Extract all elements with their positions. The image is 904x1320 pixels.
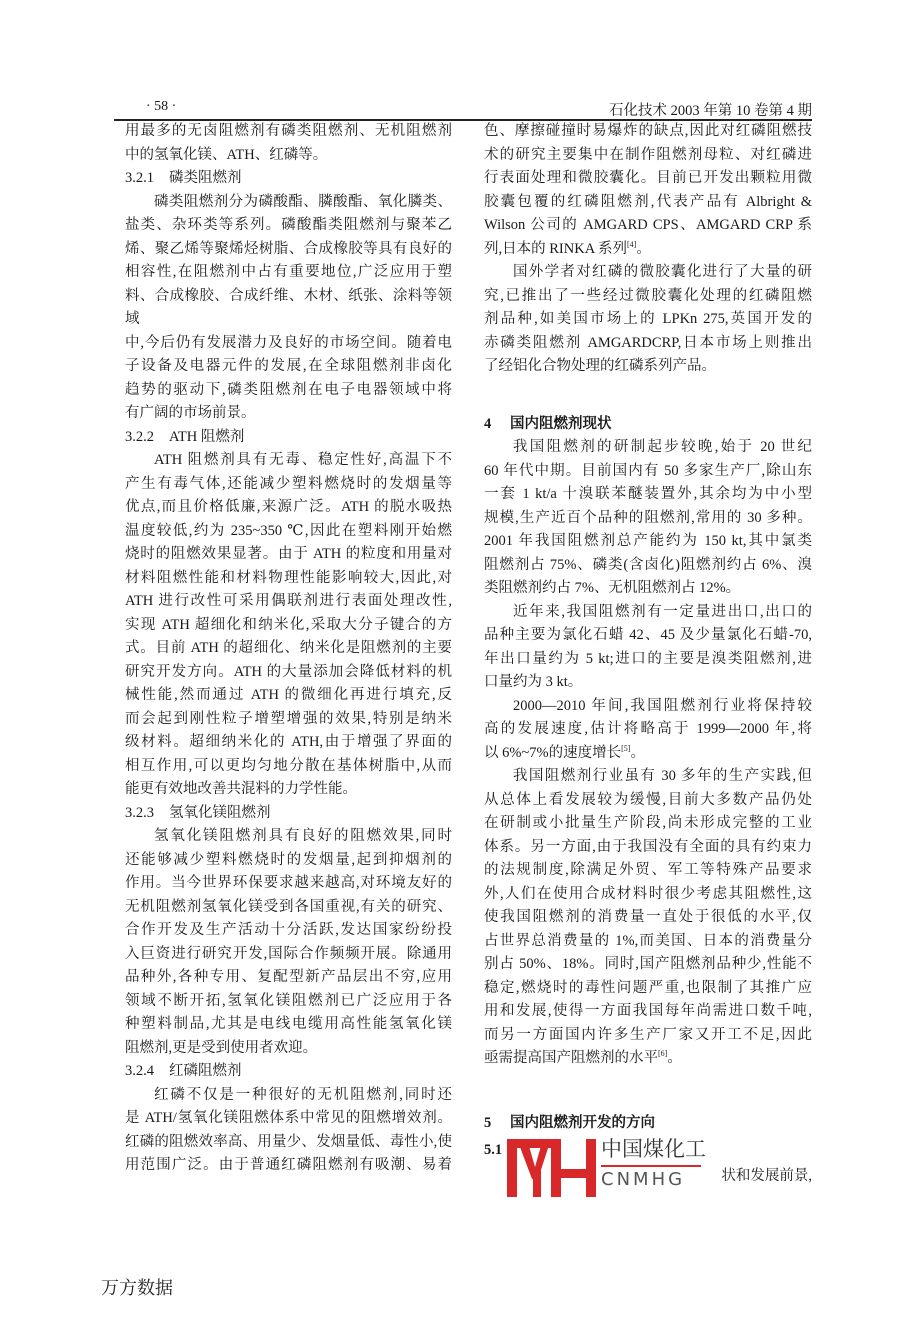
text-line: 用范围广泛。由于普通红磷阻燃剂有吸潮、易着 (125, 1157, 452, 1173)
left-column (125, 120, 452, 1178)
text-line: 在研制或小批量生产阶段,尚未形成完整的工业 (484, 815, 812, 831)
text-line: 用和发展,使得一方面我国每年尚需进口数千吨, (484, 1003, 812, 1019)
paragraph (125, 1084, 452, 1178)
text-line: 国外学者对红磷的微胶囊化进行了大量的研 (513, 264, 812, 280)
text-line: 使我国阻燃剂的消费量一直处于很低的水平,仅 (484, 909, 812, 925)
text-line: 红磷不仅是一种很好的无机阻燃剂,同时还 (154, 1086, 452, 1103)
logo-divider (601, 1165, 701, 1167)
text-line: 我国阻燃剂的研制起步较晚,始于 20 世纪 (513, 439, 812, 455)
text-line: 相互作用,可以更均匀地分散在基体树脂中,从而 (125, 757, 452, 774)
text-line: 了经铝化合物处理的红磷系列产品。 (484, 358, 716, 374)
section-number: 4 (484, 415, 492, 432)
paragraph (484, 120, 812, 261)
subsection-5-1 (484, 1139, 812, 1203)
section-title: 氢氧化镁阻燃剂 (169, 804, 271, 821)
text-line: 械性能,然而通过 ATH 的微细化再进行填充,反 (125, 687, 452, 703)
text-line: 年出口量约为 5 kt;进口的主要是溴类阻燃剂,进 (484, 650, 812, 667)
text-line: 料、合成橡胶、合成纤维、木材、纸张、涂料等领域 (125, 287, 452, 327)
text-line: 品种外,各种专用、复配型新产品层出不穷,应用 (125, 969, 452, 985)
text-line: 材料阻燃性能和材料物理性能影响较大,因此,对 (125, 569, 452, 586)
text-line: 能更有效地改善共混料的力学性能。 (125, 781, 357, 797)
text-segment: 以 6%~7%的速度增长 (484, 744, 622, 761)
text-line: 温度较低,约为 235~350 ℃,因此在塑料刚开始燃 (125, 522, 452, 539)
text-segment: 列,日本的 RINKA 系列 (484, 240, 627, 257)
section-title: 磷类阻燃剂 (169, 170, 242, 186)
paragraph (125, 191, 452, 426)
text-line: 产生有毒气体,还能减少塑料燃烧时的发烟量等 (125, 475, 452, 492)
text-line: 而另一方面国内许多生产厂家又开工不足,因此 (484, 1026, 812, 1043)
text-line (484, 238, 812, 262)
section-title: 红磷阻燃剂 (169, 1063, 242, 1079)
paragraph (484, 436, 812, 601)
text-line: 子设备及电器元件的发展,在全球阻燃剂非卤化 (125, 358, 452, 374)
section-title: 国内阻燃剂开发的方向 (510, 1114, 655, 1131)
text-line: 还能够减少塑料燃烧时的发烟量,起到抑烟剂的 (125, 851, 452, 868)
text-line: 烯、聚乙烯等聚烯烃树脂、合成橡胶等具有良好的 (125, 240, 452, 257)
text-line: 别占 50%、18%。同时,国产阻燃剂品种少,性能不 (484, 956, 812, 972)
text-line: 我国阻燃剂行业虽有 30 多年的生产实践,但 (513, 768, 812, 784)
text-line: 实现 ATH 超细化和纳米化,采取大分子键合的方 (125, 616, 452, 633)
paragraph (125, 825, 452, 1060)
text-line: 合作开发及生产活动十分活跃,发达国家纷纷投 (125, 922, 452, 938)
text-line: ATH 进行改性可采用偶联剂进行表面处理改性, (125, 593, 452, 609)
text-line: 作用。当今世界环保要求越来越高,对环境友好的 (125, 875, 452, 891)
text-line: 研究开发方向。ATH 的大量添加会降低材料的机 (125, 663, 452, 680)
text-line: 趋势的驱动下,磷类阻燃剂在电子电器领域中将 (125, 381, 452, 398)
text-line: 用最多的无卤阻燃剂有磷类阻燃剂、无机阻燃剂 (125, 123, 452, 139)
text-line: 阻燃剂占 75%、磷类(含卤化)阻燃剂约占 6%、溴 (484, 556, 812, 573)
text-segment: 。 (630, 744, 645, 761)
section-heading (125, 167, 452, 191)
paragraph (484, 261, 812, 379)
text-segment: 。 (636, 240, 651, 257)
section-number: 3.2.3 (125, 804, 154, 821)
text-line: 术的研究主要集中在制作阻燃剂母粒、对红磷进 (484, 146, 812, 163)
text-line: 究,已推出了一些经过微胶囊化处理的红磷阻燃 (484, 287, 812, 304)
watermark: 万方数据 (101, 1278, 173, 1299)
text-line: ATH 阻燃剂具有无毒、稳定性好,高温下不 (154, 452, 452, 468)
section-heading (125, 426, 452, 450)
text-line (484, 742, 812, 766)
section-heading (125, 1060, 452, 1084)
paragraph (125, 120, 452, 167)
text-line: 2001 年我国阻燃剂总产能约为 150 kt,其中氯类 (484, 533, 812, 549)
text-line: 氢氧化镁阻燃剂具有良好的阻燃效果,同时 (154, 828, 452, 844)
page-number: · 58 · (146, 99, 177, 114)
text-line: 种塑料制品,尤其是电线电缆用高性能氢氧化镁 (125, 1016, 452, 1032)
text-line: 有广阔的市场前景。 (125, 405, 256, 421)
text-line: 入巨资进行研究开发,国际合作频频开展。除通用 (125, 945, 452, 962)
text-line: 盐类、杂环类等系列。磷酸酯类阻燃剂与聚苯乙 (125, 217, 452, 233)
text-line: 口量约为 3 kt。 (484, 674, 583, 690)
citation-ref: [5] (621, 743, 631, 753)
text-line: 中的氢氧化镁、ATH、红磷等。 (125, 146, 328, 163)
text-line: Wilson 公司的 AMGARD CPS、AMGARD CRP 系 (484, 217, 812, 233)
text-line: 阻燃剂,更是受到使用者欢迎。 (125, 1039, 318, 1056)
text-line: 无机阻燃剂氢氧化镁受到各国重视,有关的研究、 (125, 898, 452, 915)
text-line: 相容性,在阻燃剂中占有重要地位,广泛应用于塑 (125, 264, 452, 280)
section-heading (484, 413, 812, 437)
cnmhg-logo-icon (507, 1139, 597, 1197)
text-line: 从总体上看发展较为缓慢,目前大多数产品仍处 (484, 791, 812, 808)
logo-text-cn: 中国煤化工 (601, 1137, 706, 1161)
section-number: 3.2.2 (125, 428, 154, 445)
text-line: 烧时的阻燃效果显著。由于 ATH 的粒度和用量对 (125, 546, 452, 562)
text-line (484, 1047, 812, 1071)
text-line: 近年来,我国阻燃剂有一定量进出口,出口的 (513, 603, 812, 620)
text-line: 规模,生产近百个品种的阻燃剂,常用的 30 多种。 (484, 509, 812, 526)
text-line: 体系。另一方面,由于我国没有全面的具有约束力 (484, 838, 812, 855)
text-line: 式。目前 ATH 的超细化、纳米化是阻燃剂的主要 (125, 640, 452, 656)
text-segment: 亟需提高国产阻燃剂的水平 (484, 1050, 658, 1066)
section-number: 5.1 (484, 1142, 503, 1158)
paragraph (484, 765, 812, 1071)
text-line: 胶囊包覆的红磷阻燃剂,代表产品有 Albright & (484, 193, 812, 210)
right-column (484, 120, 812, 1203)
text-line: 行表面处理和微胶囊化。目前已开发出颗粒用微 (484, 170, 812, 186)
paragraph (125, 449, 452, 802)
text-line: 60 年代中期。目前国内有 50 多家生产厂,除山东 (484, 462, 812, 479)
section-heading (484, 1112, 812, 1136)
text-line: 剂品种,如美国市场上的 LPKn 275,英国开发的 (484, 311, 812, 327)
text-line: 品种主要为氯化石蜡 42、45 及少量氯化石蜡-70, (484, 627, 812, 643)
journal-header: 石化技术 2003 年第 10 卷第 4 期 (609, 103, 812, 119)
citation-ref: [4] (627, 239, 637, 249)
text-line: 级材料。超细纳米化的 ATH,由于增强了界面的 (125, 734, 452, 750)
text-segment: 。 (667, 1050, 682, 1066)
section-title: 国内阻燃剂现状 (510, 415, 612, 432)
logo-text-en: CNMHG (601, 1169, 686, 1190)
citation-ref: [6] (658, 1049, 668, 1058)
paragraph (484, 601, 812, 695)
text-line: 一套 1 kt/a 十溴联苯醚装置外,其余均为中小型 (484, 486, 812, 502)
text-line: 高的发展速度,估计将略高于 1999—2000 年,将 (484, 721, 812, 737)
text-line: 的法规制度,除满足外贸、军工等特殊产品要求 (484, 862, 812, 878)
section-number: 5 (484, 1114, 492, 1131)
section-number: 3.2.1 (125, 170, 154, 186)
text-line: 红磷的阻燃效率高、用量少、发烟量低、毒性小,使 (125, 1133, 452, 1150)
text-line: 中,今后仍有发展潜力及良好的市场空间。随着电 (125, 334, 452, 351)
text-line: 稳定,燃烧时的毒性问题严重,也限制了其推广应 (484, 979, 812, 996)
text-line: 是 ATH/氢氧化镁阻燃体系中常见的阻燃增效剂。 (125, 1110, 452, 1126)
text-line: 领域不断开拓,氢氧化镁阻燃剂已广泛应用于各 (125, 992, 452, 1009)
text-line: 2000—2010 年间,我国阻燃剂行业将保持较 (513, 697, 812, 714)
text-line: 优点,而且价格低廉,来源广泛。ATH 的脱水吸热 (125, 499, 452, 515)
section-heading (125, 802, 452, 826)
text-line: 磷类阻燃剂分为磷酸酯、膦酸酯、氧化膦类、 (154, 193, 452, 210)
text-line: 赤磷类阻燃剂 AMGARDCRP,日本市场上则推出 (484, 334, 812, 351)
section-title: ATH 阻燃剂 (169, 428, 245, 445)
section-number: 3.2.4 (125, 1063, 154, 1079)
text-line: 色、摩擦碰撞时易爆炸的缺点,因此对红磷阻燃技 (484, 123, 812, 139)
paragraph (484, 695, 812, 766)
text-line: 而会起到刚性粒子增塑增强的效果,特别是纳米 (125, 710, 452, 727)
text-line: 外,人们在使用合成材料时很少考虑其阻燃性,这 (484, 885, 812, 902)
text-line: 状和发展前景, (721, 1168, 812, 1184)
text-line: 类阻燃剂约占 7%、无机阻燃剂占 12%。 (484, 580, 741, 596)
text-line: 占世界总消费量的 1%,而美国、日本的消费量分 (484, 932, 812, 949)
